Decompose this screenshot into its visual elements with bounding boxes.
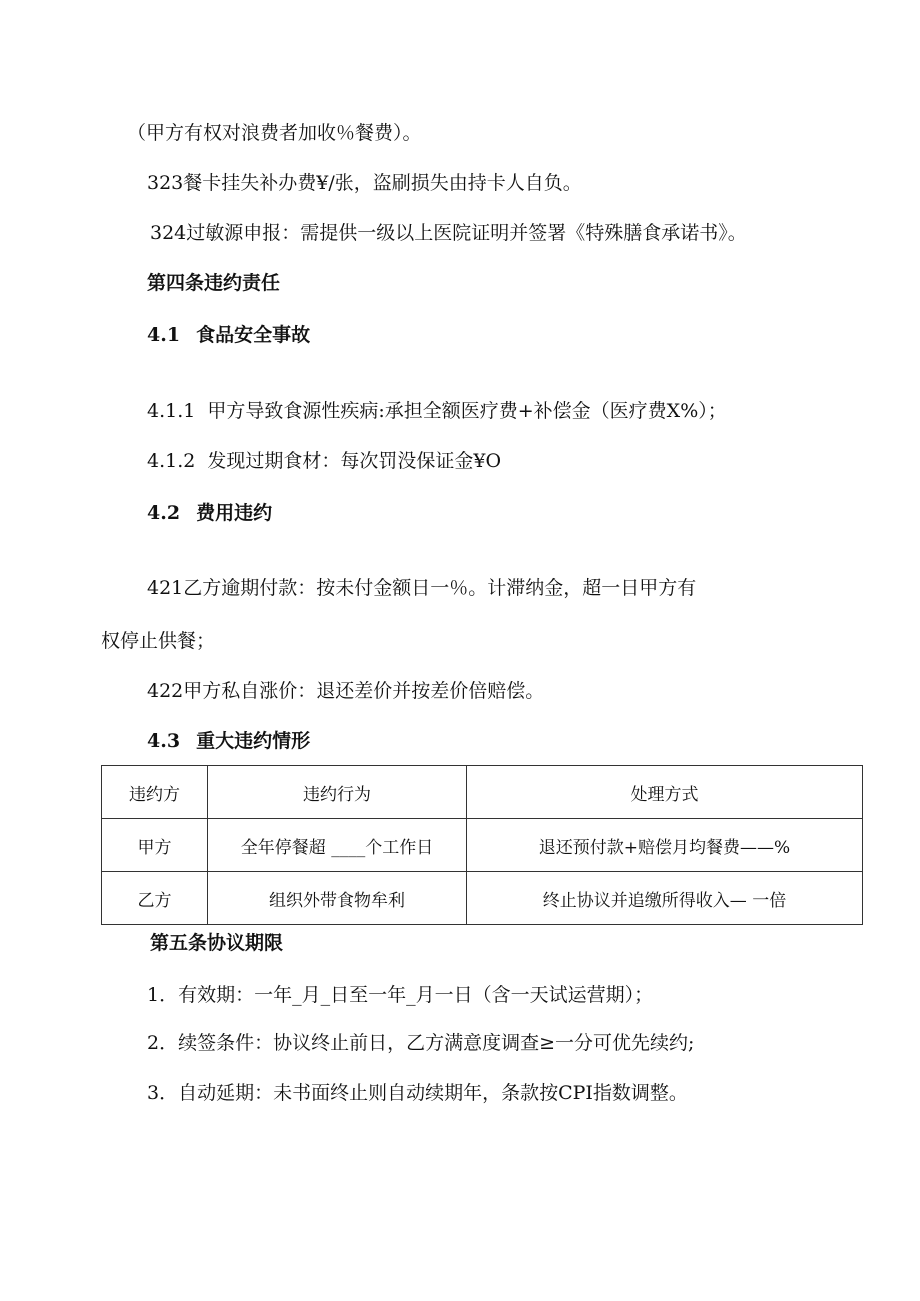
table-row xyxy=(102,872,863,925)
section-4-1-number: 4.1 xyxy=(147,324,181,346)
clause-421-line-1: 421乙方逾期付款：按未付金额日一％。计滞纳金，超一日甲方有 xyxy=(147,577,697,599)
table-header-row xyxy=(102,766,863,819)
waste-surcharge-line: （甲方有权对浪费者加收％餐费）。 xyxy=(127,122,422,144)
clause-4-1-1-number: 4.1.1 xyxy=(147,400,196,422)
table-cell: 组织外带食物牟利 xyxy=(208,872,467,925)
table-cell: 乙方 xyxy=(102,872,208,925)
clause-4-1-1 xyxy=(147,398,727,424)
table-header-cell: 处理方式 xyxy=(467,766,863,819)
table-cell: 全年停餐超 ____个工作日 xyxy=(208,819,467,872)
section-4-3-heading xyxy=(147,728,310,754)
article-4-title: 第四条违约责任 xyxy=(147,272,281,294)
term-item-2: 2．续签条件：协议终止前日，乙方满意度调查≥一分可优先续约; xyxy=(147,1032,695,1054)
clause-324: 324过敏源申报：需提供一级以上医院证明并签署《特殊膳食承诺书》。 xyxy=(150,222,747,244)
clause-421-line-2: 权停止供餐； xyxy=(101,630,216,652)
clause-4-1-2-number: 4.1.2 xyxy=(147,450,196,472)
clause-4-1-1-text: 甲方导致食源性疾病:承担全额医疗费+补偿金（医疗费X%）； xyxy=(207,400,727,422)
section-4-3-number: 4.3 xyxy=(147,730,181,752)
clause-422: 422甲方私自涨价：退还差价并按差价倍赔偿。 xyxy=(147,680,545,702)
section-4-3-title: 重大违约情形 xyxy=(196,730,311,752)
clause-4-1-2-text: 发现过期食材：每次罚没保证金¥O xyxy=(207,450,502,472)
clause-323: 323餐卡挂失补办费¥/张，盗刷损失由持卡人自负。 xyxy=(147,172,582,194)
term-item-3: 3．自动延期：未书面终止则自动续期年，条款按CPI指数调整。 xyxy=(147,1082,688,1104)
section-4-2-heading xyxy=(147,500,272,526)
term-item-1: 1．有效期：一年_月_日至一年_月一日（含一天试运营期）； xyxy=(147,984,654,1006)
clause-4-1-2 xyxy=(147,448,501,474)
table-cell: 终止协议并追缴所得收入— 一倍 xyxy=(467,872,863,925)
breach-penalty-table xyxy=(101,765,863,925)
table-header-cell: 违约行为 xyxy=(208,766,467,819)
section-4-2-number: 4.2 xyxy=(147,502,181,524)
section-4-1-title: 食品安全事故 xyxy=(196,324,311,346)
table-cell: 甲方 xyxy=(102,819,208,872)
table-cell: 退还预付款+赔偿月均餐费——% xyxy=(467,819,863,872)
table-header-cell: 违约方 xyxy=(102,766,208,819)
article-5-title: 第五条协议期限 xyxy=(150,932,284,954)
section-4-1-heading xyxy=(147,322,310,348)
section-4-2-title: 费用违约 xyxy=(196,502,273,524)
table-row xyxy=(102,819,863,872)
